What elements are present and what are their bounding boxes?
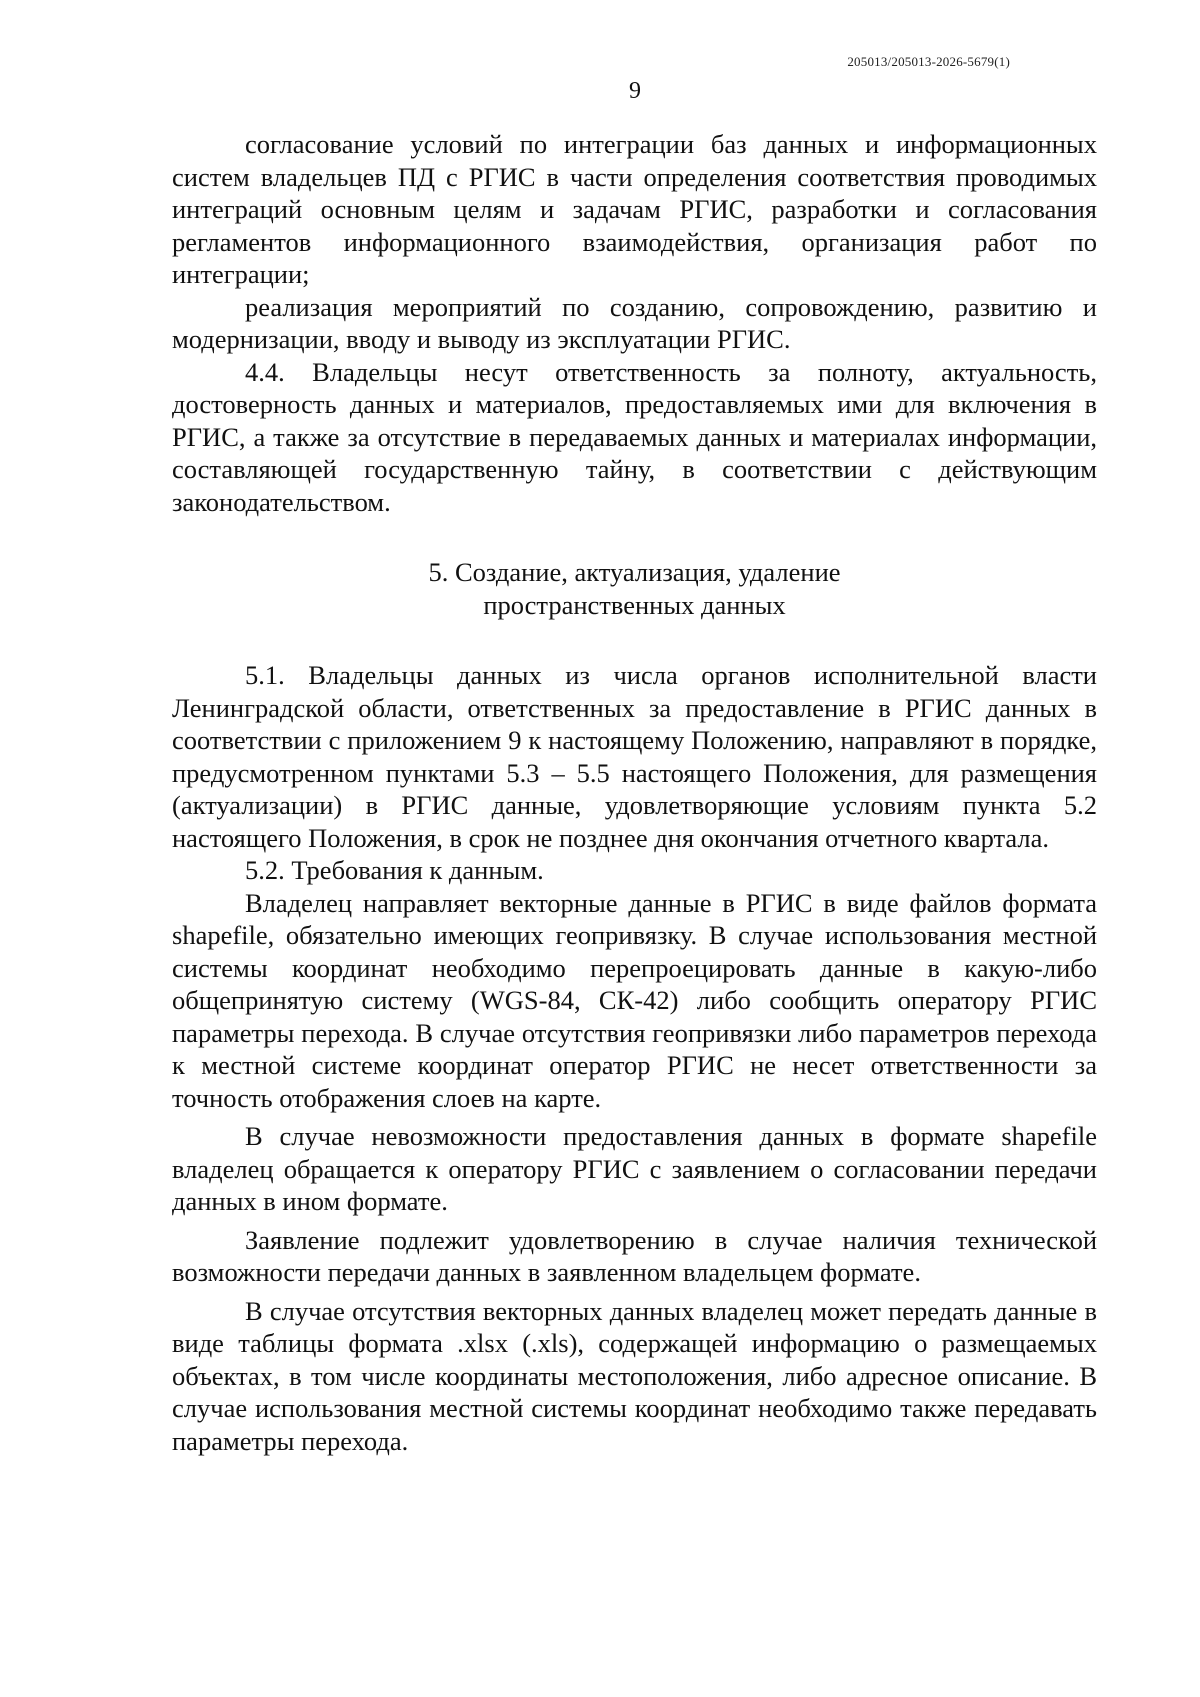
document-body xyxy=(172,128,1097,1457)
paragraph-vector-data: Владелец направляет векторные данные в РГИС в виде файлов формата shapefile, обязательно имеющих геопривязку. В случае использования местной системы координат необходимо перепроецировать данные в какую-либо общепринятую систему (WGS-84, СК-42) либо сообщить оператору РГИС параметры перехода. В случае отсутствия геопривязки либо параметров перехода к местной системе координат оператор РГИС не несет ответственности за точность отображения слоев на карте. xyxy=(172,887,1097,1113)
paragraph-4-4-responsibility: 4.4. Владельцы несут ответственность за полноту, актуальность, достоверность данных и материалов, предоставляемых ими для включения в РГИС, а также за отсутствие в передаваемых данных и материалах информации, составляющей государственную тайну, в соответствии с действующим законодательством. xyxy=(172,356,1097,517)
section-heading-line-1: 5. Создание, актуализация, удаление xyxy=(428,557,841,587)
page-number: 9 xyxy=(629,78,641,104)
section-heading xyxy=(172,556,1097,621)
paragraph-5-2-title: 5.2. Требования к данным. xyxy=(245,855,544,885)
paragraph-other-format: В случае невозможности предоставления данных в формате shapefile владелец обращается к оператору РГИС с заявлением о согласовании передачи данных в ином формате. xyxy=(172,1121,1097,1216)
paragraph-integration-approval: согласование условий по интеграции баз данных и информационных систем владельцев ПД с РГИС в части определения соответствия проводимых интеграций основным целям и задачам РГИС, разработки и согласования регламентов информационного взаимодействия, организация работ по интеграции; xyxy=(172,129,1097,289)
paragraph-5-1: 5.1. Владельцы данных из числа органов исполнительной власти Ленинградской области, ответственных за предоставление в РГИС данных в соответствии с приложением 9 к настоящему Положению, направляют в порядке, предусмотренном пунктами 5.3 – 5.5 настоящего Положения, для размещения (актуализации) в РГИС данные, удовлетворяющие условиям пункта 5.2 настоящего Положения, в срок не позднее дня окончания отчетного квартала. xyxy=(172,660,1097,853)
paragraph-table-format: В случае отсутствия векторных данных владелец может передать данные в виде таблицы формата .xlsx (.xls), содержащей информацию о размещаемых объектах, в том числе координаты местоположения, либо адресное описание. В случае использования местной системы координат необходимо также передавать параметры перехода. xyxy=(172,1295,1097,1456)
paragraph-application-approval: Заявление подлежит удовлетворению в случае наличия технической возможности передачи данных в заявленном владельцем формате. xyxy=(172,1224,1097,1287)
paragraph-implementation-measures: реализация мероприятий по созданию, сопровождению, развитию и модернизации, вводу и выводу из эксплуатации РГИС. xyxy=(172,291,1097,354)
section-heading-line-2: пространственных данных xyxy=(483,589,786,620)
document-code: 205013/205013-2026-5679(1) xyxy=(847,54,1010,69)
